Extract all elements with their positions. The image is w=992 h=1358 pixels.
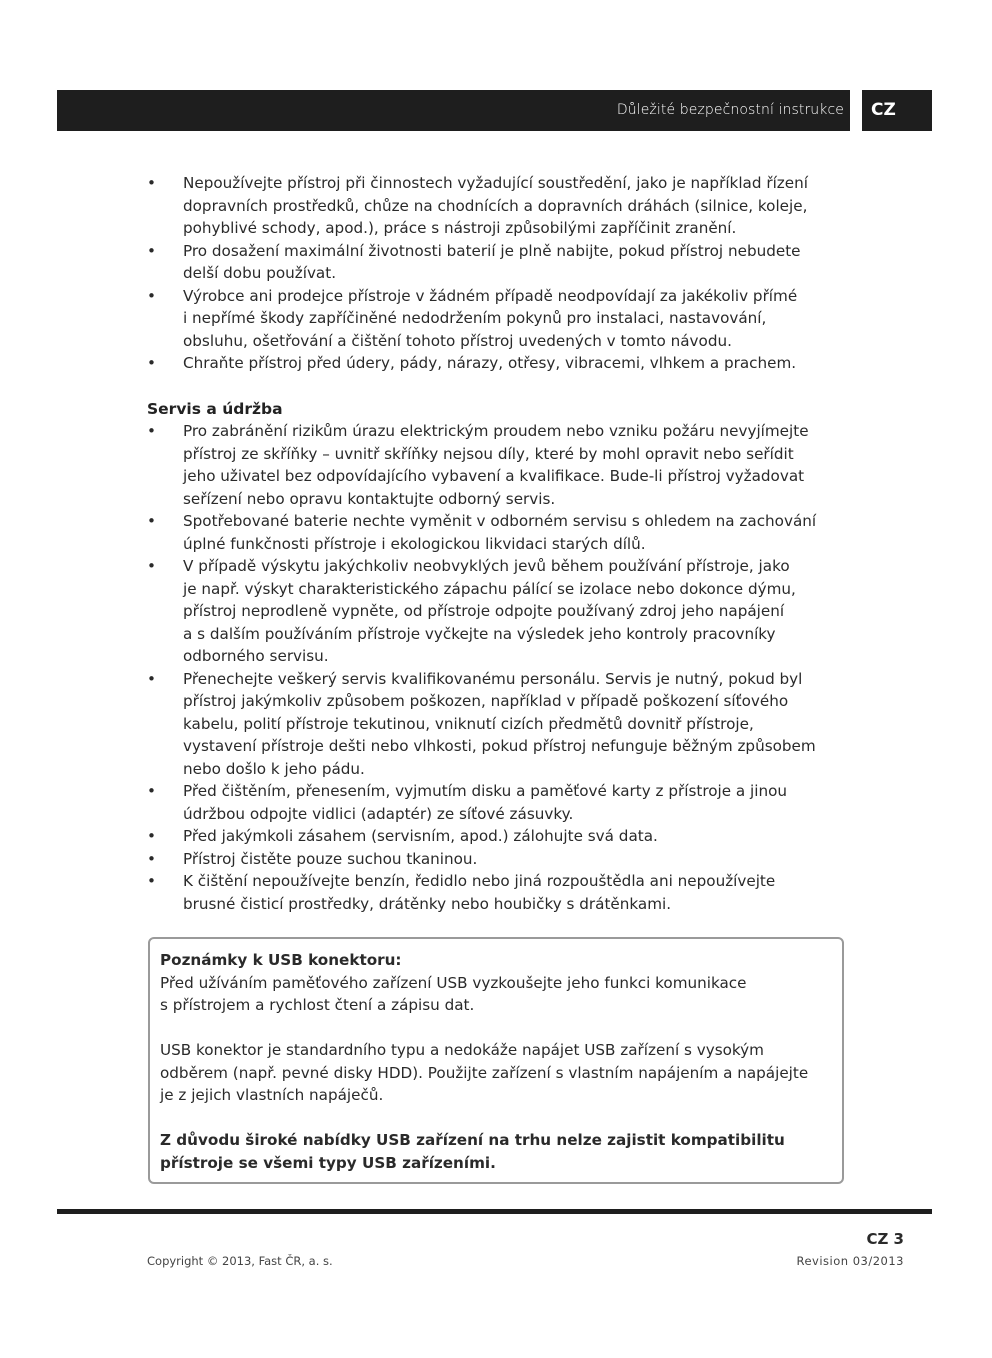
header-bar: [57, 90, 850, 131]
list-item: • Spotřebované baterie nechte vyměnit v odborném servisu s ohledem na zachování úplné funkčnosti přístroje i ekologickou likvidaci starých dílů.: [147, 510, 847, 555]
list-item: • Přístroj čistěte pouze suchou tkaninou.: [147, 848, 847, 871]
list-item: • Pro zabránění rizikům úrazu elektrickým proudem nebo vzniku požáru nevyjímejte přístroj ze skříňky – uvnitř skříňky nejsou díly, které by mohl opravit nebo seřídit jeho uživatel bez odpovídajícího vybavení a kvalifikace. Bude-li přístroj vyžadovat seřízení nebo opravu kontaktujte odborný servis.: [147, 420, 847, 510]
list-item: • Přenechejte veškerý servis kvalifikovanému personálu. Servis je nutný, pokud byl přístroj jakýmkoliv způsobem poškozen, například v případě poškození síťového kabelu, polití přístroje tekutinou, vniknutí cizích předmětů dovnitř přístroje, vystavení přístroje dešti nebo vlhkosti, pokud přístroj nefunguje běžným způsobem nebo došlo k jeho pádu.: [147, 668, 847, 781]
main-content: [147, 172, 847, 915]
safety-list: [147, 172, 847, 375]
list-item: • V případě výskytu jakýchkoliv neobvyklých jevů během používání přístroje, jako je např. výskyt charakteristického zápachu pálící se izolace nebo dokonce dýmu, přístroj neprodleně vypněte, od přístroje odpojte používaný zdroj jeho napájení a s dalším používáním přístroje vyčkejte na výsledek jeho kontroly pracovníky odborného servisu.: [147, 555, 847, 668]
usb-note-paragraph: Před užíváním paměťového zařízení USB vyzkoušejte jeho funkci komunikace s přístrojem a rychlost čtení a zápisu dat.: [160, 973, 747, 1014]
list-item: • Před čištěním, přenesením, vyjmutím disku a paměťové karty z přístroje a jinou údržbou odpojte vidlici (adaptér) ze síťové zásuvky.: [147, 780, 847, 825]
service-list: [147, 420, 847, 915]
usb-note-box: [148, 937, 844, 1184]
page-number: CZ 3: [866, 1230, 904, 1248]
usb-note-heading: Poznámky k USB konektoru:: [160, 951, 402, 969]
language-tab: CZ: [862, 90, 932, 131]
list-item: • Výrobce ani prodejce přístroje v žádném případě neodpovídají za jakékoliv přímé i nepřímé škody zapříčiněné nedodržením pokynů pro instalaci, nastavování, obsluhu, ošetřování a čištění tohoto přístroj uvedených v tomto návodu.: [147, 285, 847, 353]
list-item: • K čištění nepoužívejte benzín, ředidlo nebo jiná rozpouštědla ani nepoužívejte brusné čisticí prostředky, drátěnky nebo houbičky s drátěnkami.: [147, 870, 847, 915]
revision: Revision 03/2013: [796, 1254, 904, 1268]
list-item: • Nepoužívejte přístroj při činnostech vyžadující soustředění, jako je například řízení dopravních prostředků, chůze na chodnících a dopravních dráhách (silnice, koleje, pohyblivé schody, apod.), práce s nástroji způsobilými zapříčinit zranění.: [147, 172, 847, 240]
usb-note-paragraph: USB konektor je standardního typu a nedokáže napájet USB zařízení s vysokým odběrem (např. pevné disky HDD). Použijte zařízení s vlastním napájením a napájejte je z jejich vlastních napáječů.: [160, 1041, 809, 1104]
usb-compatibility-warning: Z důvodu široké nabídky USB zařízení na trhu nelze zajistit kompatibilitu přístroje se všemi typy USB zařízeními.: [160, 1131, 785, 1172]
list-item: • Před jakýmkoli zásahem (servisním, apod.) zálohujte svá data.: [147, 825, 847, 848]
list-item: • Chraňte přístroj před údery, pády, nárazy, otřesy, vibracemi, vlhkem a prachem.: [147, 352, 847, 375]
section-title: Důležité bezpečnostní instrukce: [616, 102, 844, 118]
list-item: • Pro dosažení maximální životnosti baterií je plně nabijte, pokud přístroj nebudete delší dobu používat.: [147, 240, 847, 285]
service-heading: Servis a údržba: [147, 399, 283, 418]
copyright: Copyright © 2013, Fast ČR, a. s.: [147, 1254, 333, 1268]
footer-divider: [57, 1209, 932, 1214]
